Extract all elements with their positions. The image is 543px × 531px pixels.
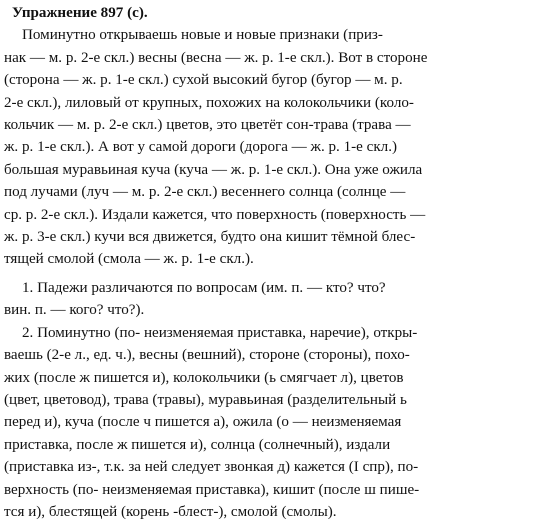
exercise-title: Упражнение 897 (с). bbox=[12, 5, 148, 21]
text-line: 2. Поминутно (по- неизменяемая приставка, наречие), откры- bbox=[22, 324, 418, 341]
text-line: 2-е скл.), лиловый от крупных, похожих на колокольчики (коло- bbox=[4, 94, 414, 111]
answer-1 bbox=[4, 277, 537, 322]
text-line: ж. р. 1-е скл.). А вот у самой дороги (дорога — ж. р. 1-е скл.) bbox=[4, 139, 398, 156]
text-line: 1. Падежи различаются по вопросам (им. п. — кто? что? bbox=[22, 279, 386, 296]
text-line: (цвет, цветовод), трава (травы), муравьиная (разделительный ь bbox=[4, 391, 407, 408]
exercise-page bbox=[4, 2, 537, 529]
text-line: ж. р. 3-е скл.) кучи вся движется, будто она кишит тёмной блес- bbox=[4, 229, 416, 246]
text-line: ваешь (2-е л., ед. ч.), весны (вешний), стороне (стороны), похо- bbox=[4, 347, 410, 364]
text-line: большая муравьиная куча (куча — ж. р. 1-е скл.). Она уже ожила bbox=[4, 161, 423, 178]
text-line: тся и), блестящей (корень -блест-), смолой (смолы). bbox=[4, 503, 337, 520]
text-line: жих (после ж пишется и), колокольчики (ь смягчает л), цветов bbox=[4, 369, 404, 386]
text-line: нак — м. р. 2-е скл.) весны (весна — ж. р. 1-е скл.). Вот в стороне bbox=[4, 49, 428, 66]
answer-2 bbox=[4, 322, 537, 524]
exercise-text bbox=[4, 24, 537, 270]
text-line: приставка, после ж пишется и), солнца (солнечный), издали bbox=[4, 436, 391, 453]
text-line: (сторона — ж. р. 1-е скл.) сухой высокий бугор (бугор — м. р. bbox=[4, 72, 403, 89]
text-line: Поминутно открываешь новые и новые признаки (приз- bbox=[22, 27, 383, 44]
text-line: вин. п. — кого? что?). bbox=[4, 302, 145, 319]
text-line: (приставка из-, т.к. за ней следует звонкая д) кажется (I спр), по- bbox=[4, 459, 419, 476]
text-line: ср. р. 2-е скл.). Издали кажется, что поверхность (поверхность — bbox=[4, 206, 426, 223]
text-line: кольчик — м. р. 2-е скл.) цветов, это цветёт сон-трава (трава — bbox=[4, 117, 411, 134]
text-line: под лучами (луч — м. р. 2-е скл.) весеннего солнца (солнце — bbox=[4, 184, 406, 201]
text-line: верхность (по- неизменяемая приставка), кишит (после ш пише- bbox=[4, 481, 420, 498]
text-line: тящей смолой (смола — ж. р. 1-е скл.). bbox=[4, 251, 254, 268]
text-line: перед и), куча (после ч пишется а), ожила (о — неизменяемая bbox=[4, 414, 402, 431]
